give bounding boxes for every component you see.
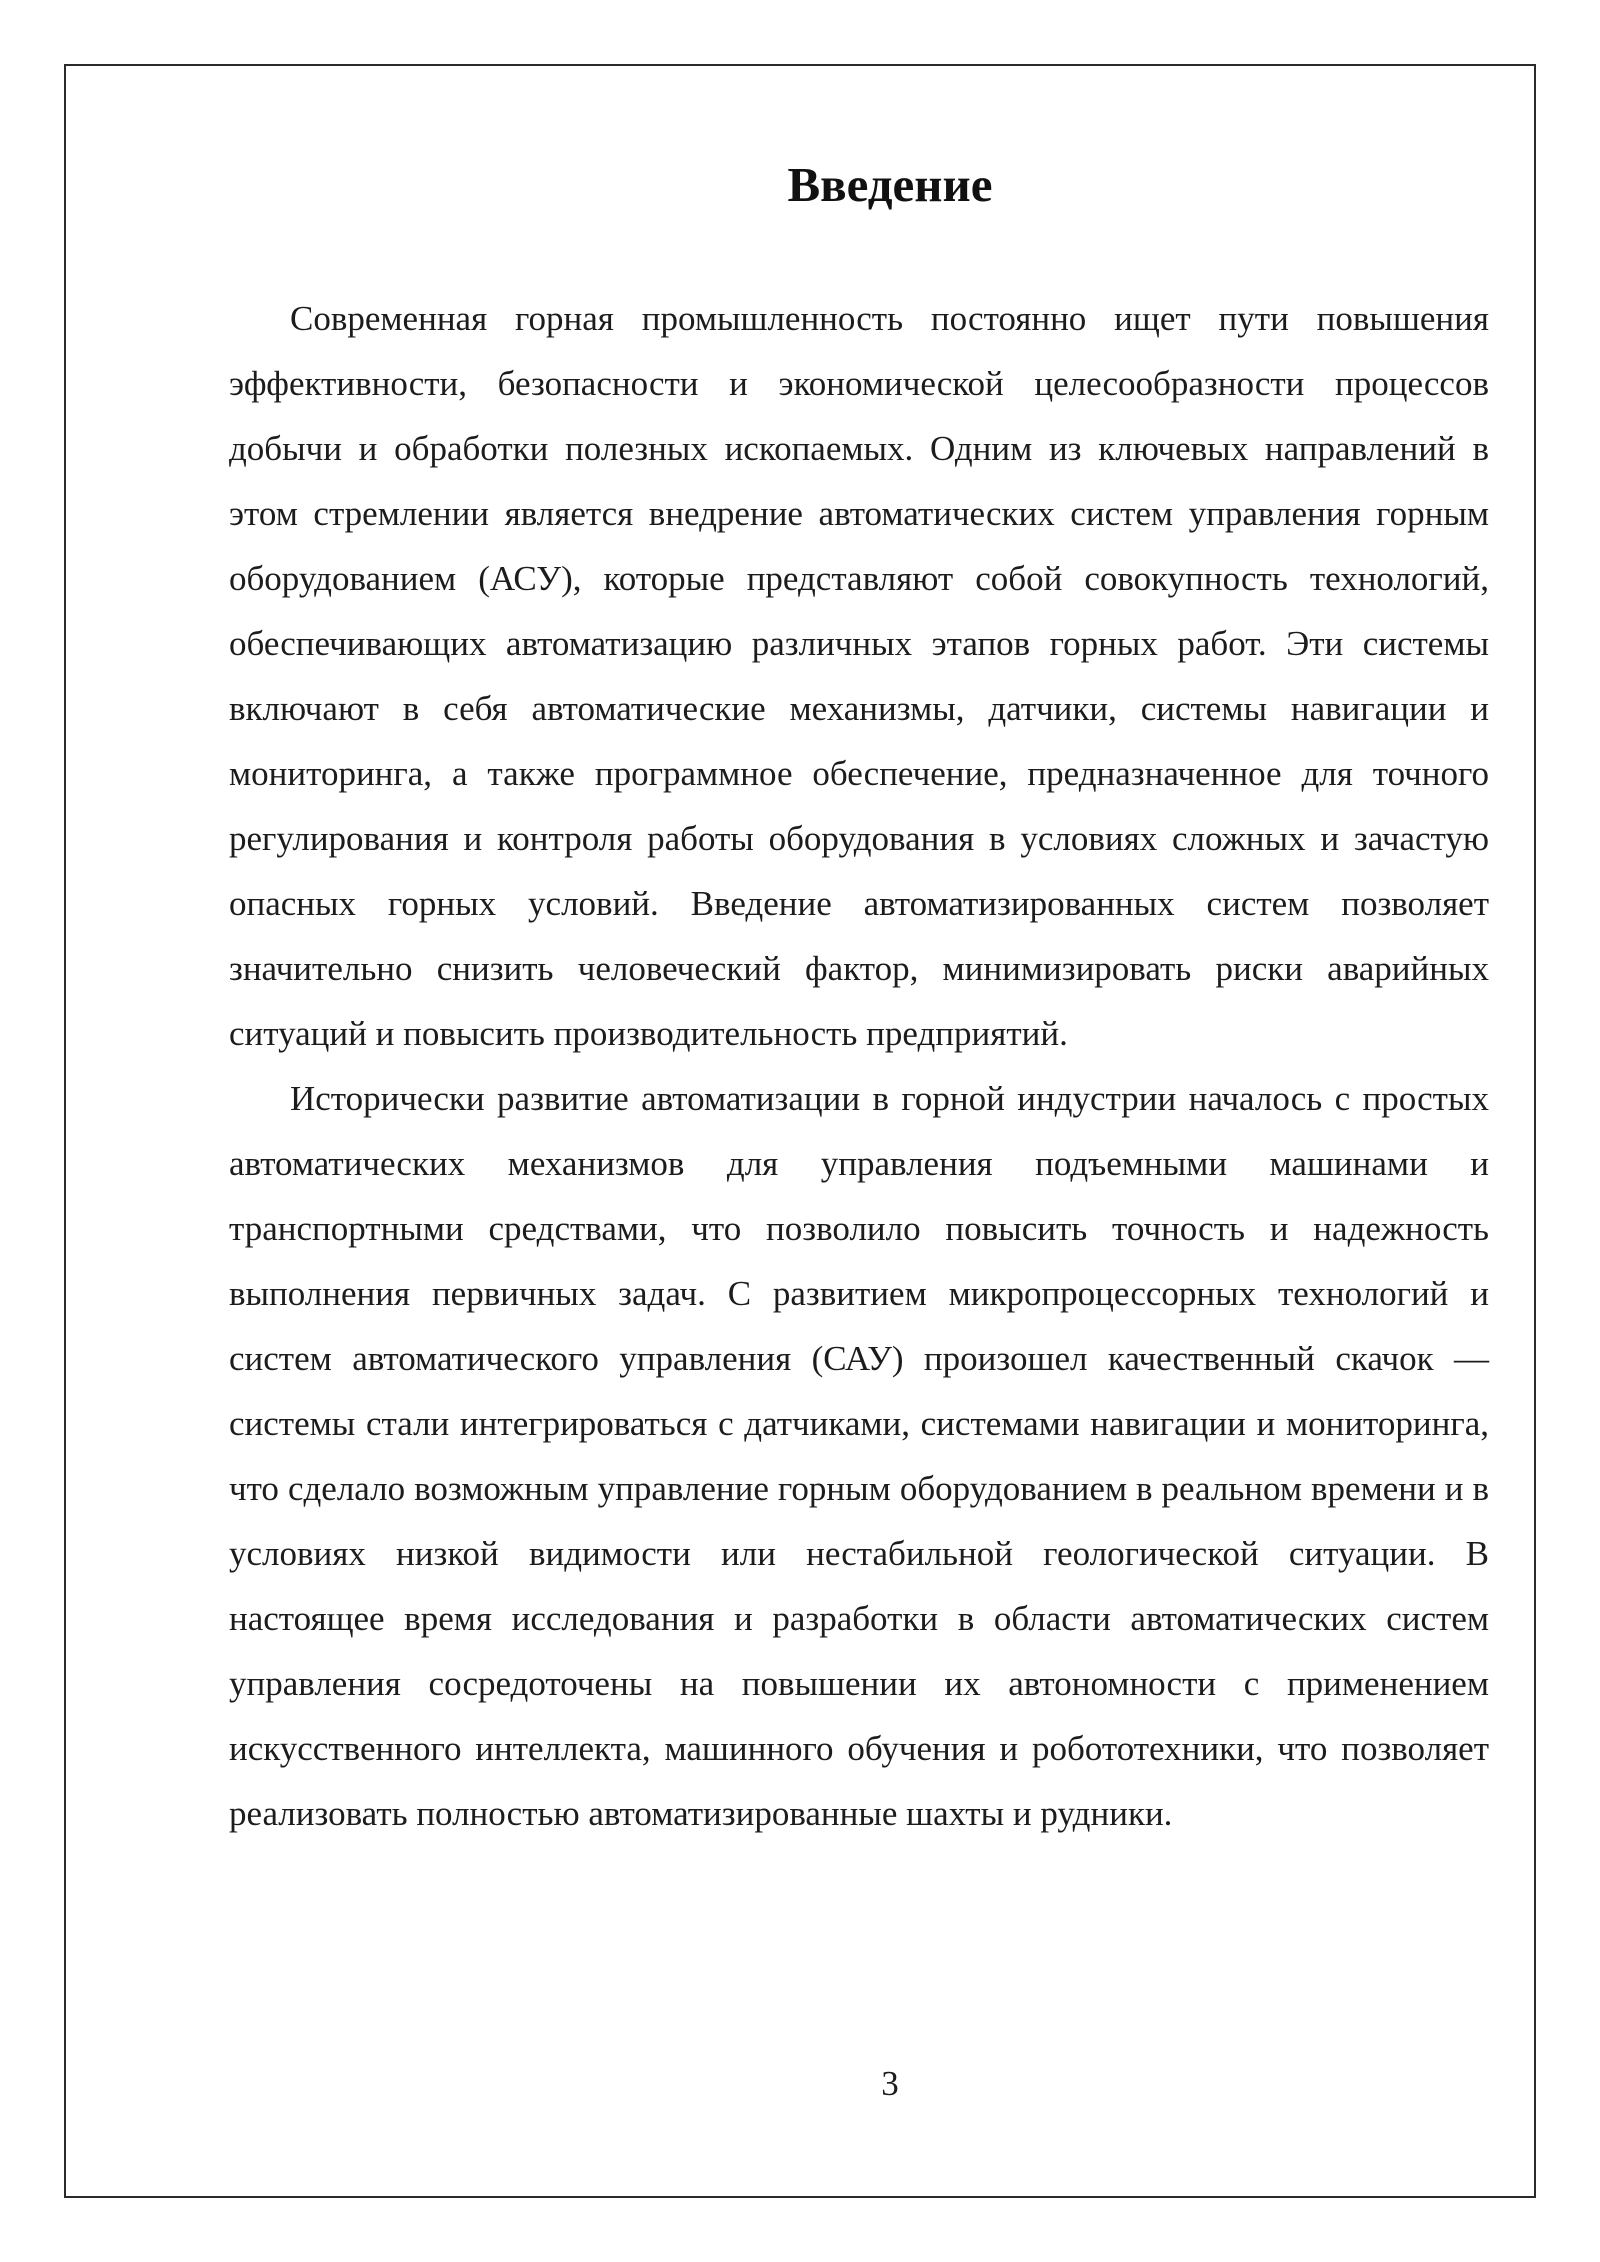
page-number: 3	[881, 2064, 899, 2103]
paragraph-1: Современная горная промышленность постоянно ищет пути повышения эффективности, безопасности и экономической целесообразности процессов добычи и обработки полезных ископаемых. Одним из ключевых направлений в этом стремлении является внедрение автоматических систем управления горным оборудованием (АСУ), которые представляют собой совокупность технологий, обеспечивающих автоматизацию различных этапов горных работ. Эти системы включают в себя автоматические механизмы, датчики, системы навигации и мониторинга, а также программное обеспечение, предназначенное для точного регулирования и контроля работы оборудования в условиях сложных и зачастую опасных горных условий. Введение автоматизированных систем позволяет значительно снизить человеческий фактор, минимизировать риски аварийных ситуаций и повысить производительность предприятий.	[229, 299, 1489, 1053]
page-title: Введение	[787, 157, 993, 212]
paragraph-2: Исторически развитие автоматизации в горной индустрии началось с простых автоматических механизмов для управления подъемными машинами и транспортными средствами, что позволило повысить точность и надежность выполнения первичных задач. С развитием микропроцессорных технологий и систем автоматического управления (САУ) произошел качественный скачок — системы стали интегрироваться с датчиками, системами навигации и мониторинга, что сделало возможным управление горным оборудованием в реальном времени и в условиях низкой видимости или нестабильной геологической ситуации. В настоящее время исследования и разработки в области автоматических систем управления сосредоточены на повышении их автономности с применением искусственного интеллекта, машинного обучения и робототехники, что позволяет реализовать полностью автоматизированные шахты и рудники.	[229, 1079, 1489, 1833]
document-body	[229, 286, 1489, 1846]
